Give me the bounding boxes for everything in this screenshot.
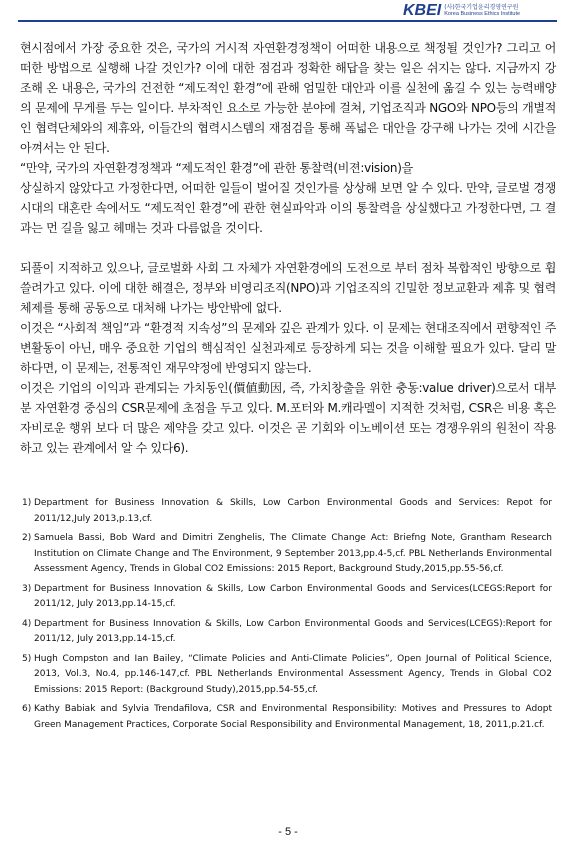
kbei-logo: [403, 3, 520, 19]
footnote-text: Department for Business Innovation & Skills, Low Carbon Environmental Goods and Services(LCEGS):Report for 2011/12, July 2013,pp.14-15,cf.: [34, 618, 552, 644]
footnote-number: 1): [22, 498, 32, 508]
footnote: [22, 702, 552, 733]
footnote-number: 5): [22, 653, 32, 664]
footnote-text: Hugh Compston and Ian Bailey, “Climate Policies and Anti-Climate Policies”, Open Journal of Political Science, 2013, Vol.3, No.4, pp.146-147,cf. PBL Netherlands Environmental Assessment Agency, Trends in Global CO2 Emissions: 2015 Report: (Background Study),2015,pp.54-55,cf.: [34, 653, 552, 695]
body-text: [20, 38, 556, 458]
paragraph: 이것은 기업의 이익과 관계되는 가치동인(價値動因, 즉, 가치창출을 위한 충동:value driver)으로서 대부분 자연환경 중심의 CSR문제에 초점을 두고 있다. M.포터와 M.캐라멜이 지적한 것처럼, CSR은 비용 혹은 자비로운 행위 보다 더 많은 제약을 갖고 있다. 이것은 곧 기회와 이노베이션 또는 경쟁우위의 원천이 작용하고 있는 관계에서 알 수 있다6).: [20, 381, 556, 455]
footnote-text: Samuela Bassi, Bob Ward and Dimitri Zenghelis, The Climate Change Act: Briefng Note, Grantham Research Institution on Climate Change and The Environment, 9 September 2013,pp.4-5,cf. PBL Netherlands Environmental Assessment Agency, Trends in Global CO2 Emissions: 2015 Report, Background Study,2015,pp.55-56,cf.: [34, 533, 552, 574]
footnote: [22, 531, 552, 578]
paragraph: 이것은 “사회적 책임”과 “환경적 지속성”의 문제와 깊은 관계가 있다. 이 문제는 현대조직에서 편향적인 주변활동이 아닌, 매우 중요한 기업의 핵심적인 실천과제로 등장하게 되는 것을 이해할 필요가 있다. 달리 말하다면, 이 문제는, 전통적인 재무약정에 반영되지 않는다.: [20, 321, 556, 375]
footnote-number: 4): [22, 618, 32, 629]
footnote: [22, 582, 552, 613]
footnote-number: 6): [22, 704, 32, 714]
logo-korean-name: (사)한국기업윤리경영연구원: [444, 4, 519, 11]
logo-mark: KBEI: [403, 2, 442, 19]
paragraph: “만약, 국가의 자연환경정책과 “제도적인 환경”에 관한 통찰력(비젼:vision)을: [20, 161, 413, 175]
footnote: [22, 617, 552, 648]
paragraph: 현시점에서 가장 중요한 것은, 국가의 거시적 자연환경정책이 어떠한 내용으로 책정될 것인가? 그리고 어떠한 방법으로 실행해 나갈 것인가? 이에 대한 점검과 정확한 해답을 찾는 일은 쉬지는 않다. 지금까지 강조해 온 내용은, 국가의 건전한 “제도적인 환경”에 관해 엄밀한 대안과 이를 실천에 옮길 수 있는 능력배양의 문제에 무게를 두는 일이다. 부차적인 요소로 가능한 분야에 걸쳐, 기업조직과 NGO와 NPO등의 개별적인 협력단체와의 제휴와, 이들간의 협력시스템의 재점검을 통해 폭넓은 대안을 강구해 나가는 것에 시간을 아껴서는 안 된다.: [20, 41, 556, 155]
page-number: - 5 -: [278, 826, 298, 838]
footnote-number: 3): [22, 583, 32, 594]
header-divider: [18, 20, 557, 22]
footnote: [22, 496, 552, 527]
paragraph: 되풀이 지적하고 있으나, 글로벌화 사회 그 자체가 자연환경에의 도전으로 부터 점차 복합적인 방향으로 휩쓸려가고 있다. 이에 대한 해결은, 정부와 비영리조직(NPO)과 기업조직의 긴밀한 정보교환과 제휴 및 협력체제를 통해 공동으로 대처해 나가는 방안밖에 없다.: [20, 261, 556, 315]
footnotes: [22, 496, 552, 737]
paragraph: 상실하지 않았다고 가정한다면, 어떠한 일들이 벌어질 것인가를 상상해 보면 알 수 있다. 만약, 글로벌 경쟁시대의 대혼란 속에서도 “제도적인 환경”에 관한 현실파악과 이의 통찰력을 상실했다고 가정한다면, 그 결과는 먼 길을 잃고 헤매는 것과 다름없을 것이다.: [20, 181, 556, 235]
footnote-text: Kathy Babiak and Sylvia Trendafilova, CSR and Environmental Responsibility: Motives and Pressures to Adopt Green Management Practices, Corporate Social Responsibility and Environmental Management, 18, 2011,p.21.cf.: [34, 704, 552, 730]
footnote-number: 2): [22, 533, 32, 543]
footnote-text: Department for Business Innovation & Skills, Low Carbon Environmental Goods and Services(LCEGS:Report for 2011/12, July 2013,pp.14-15,cf.: [34, 583, 552, 609]
footnote-text: Department for Business Innovation & Skills, Low Carbon Environmental Goods and Services: Repot for 2011/12,July 2013,p.13,cf.: [34, 498, 552, 524]
footnote: [22, 652, 552, 699]
paragraph-gap: [20, 238, 556, 258]
page-header: [0, 0, 576, 22]
logo-text: [444, 4, 520, 18]
logo-english-name: Korea Business Ethics Institute: [444, 11, 521, 17]
